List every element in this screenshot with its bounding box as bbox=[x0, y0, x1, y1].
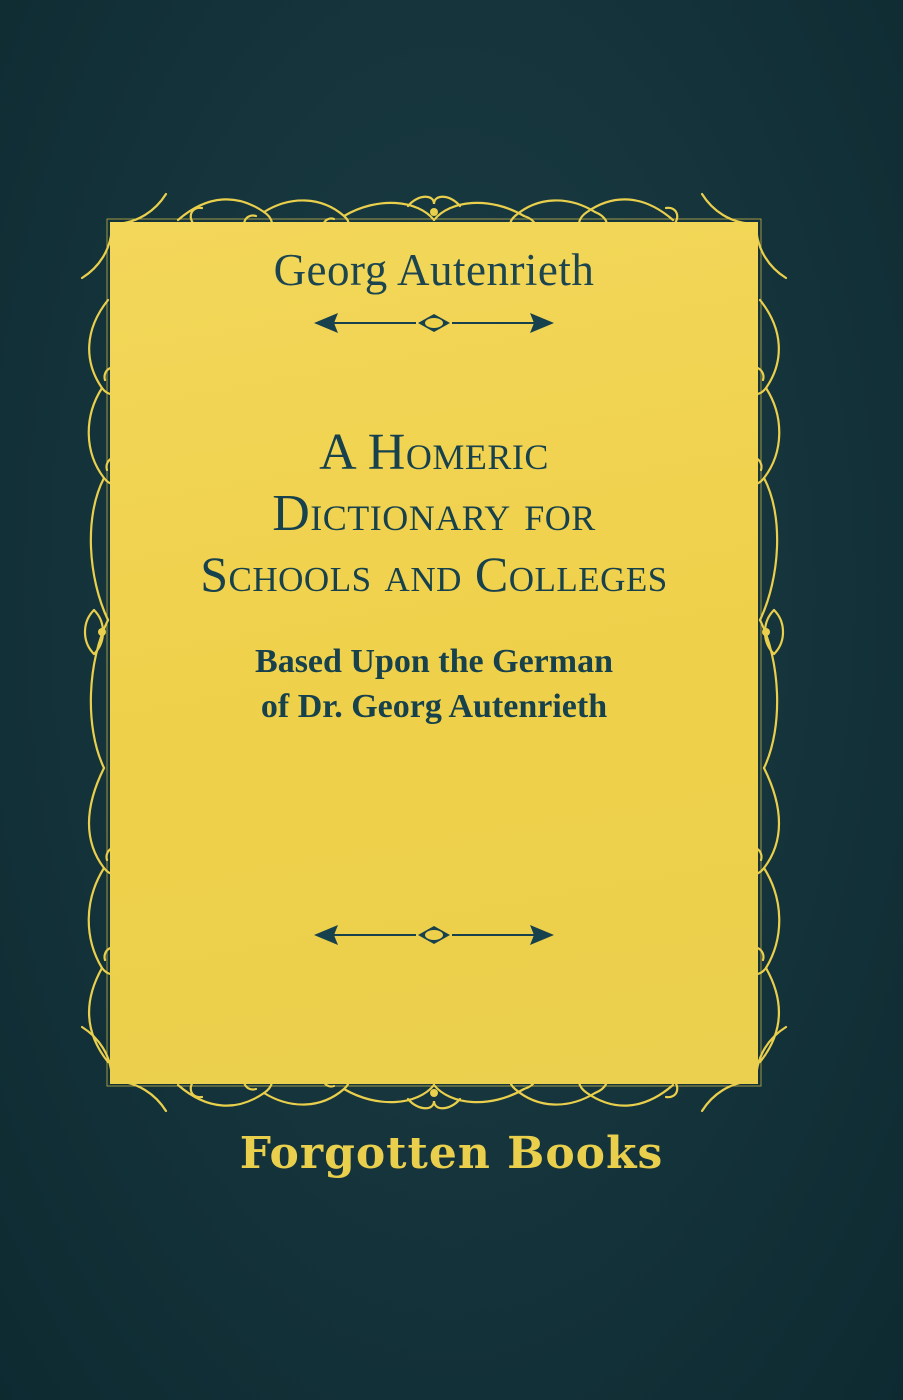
title-line-2: Dictionary for bbox=[272, 485, 596, 543]
subtitle-line-1: Based Upon the German bbox=[255, 643, 613, 680]
publisher-name: Forgotten Books bbox=[239, 1128, 664, 1179]
cover-panel bbox=[110, 222, 758, 1084]
title-line-3: Schools and Colleges bbox=[200, 545, 668, 602]
title-line-1: A Homeric bbox=[319, 424, 549, 481]
subtitle-line-2: of Dr. Georg Autenrieth bbox=[260, 687, 608, 725]
divider-ornament-top-icon bbox=[304, 310, 564, 336]
book-title bbox=[138, 422, 730, 604]
author-name: Georg Autenrieth bbox=[273, 245, 595, 295]
divider-ornament-bottom-icon bbox=[304, 922, 564, 948]
book-subtitle bbox=[138, 640, 730, 730]
